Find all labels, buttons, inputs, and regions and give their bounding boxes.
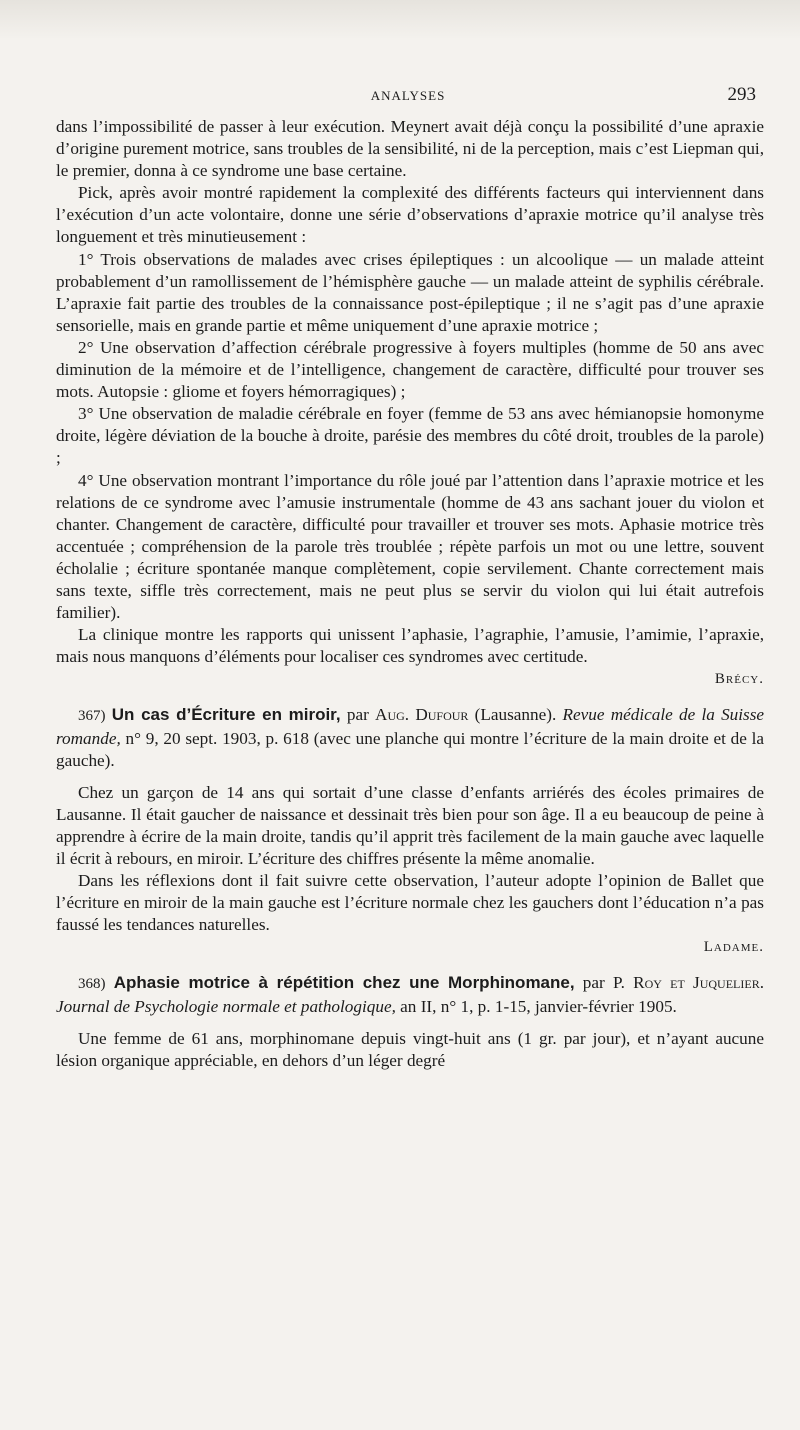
paragraph: 3° Une observation de maladie cérébrale en foyer (femme de 53 ans avec hémianopsie homonyme droite, légère déviation de la bouche à droite, parésie des membres du côté droit, troubles de la parole) ; <box>56 404 764 468</box>
entry-journal: Journal de Psychologie normale et pathologique, <box>56 996 396 1016</box>
signature: Brécy. <box>714 671 764 688</box>
article-body <box>56 116 764 1072</box>
entry-368-heading <box>56 972 764 1017</box>
signature: Ladame. <box>703 939 764 956</box>
page-header <box>56 84 760 106</box>
entry-details: an II, n° 1, p. 1-15, janvier-février 1905. <box>400 996 677 1016</box>
entry-title: Un cas d’Écriture en miroir, <box>111 705 341 725</box>
entry-367-heading <box>56 704 764 771</box>
paragraph: Chez un garçon de 14 ans qui sortait d’une classe d’enfants arriérés des écoles primaires de Lausanne. Il était gaucher de naissance et dessinait très bien pour son âge. Il a eu beaucoup de peine à apprendre à écrire de la main droite, tandis qu’il apprit très facilement de la main gauche avec laquelle il écrit à rebours, en miroir. L’écriture des chiffres présente la même anomalie. <box>56 782 764 868</box>
paragraph: 4° Une observation montrant l’importance du rôle joué par l’attention dans l’apraxie motrice et les relations de ce syndrome avec l’amusie instrumentale (homme de 43 ans sachant jouer du violon et chanter. Changement de caractère, difficulté pour travailler et trouver ses mots. Aphasie motrice très accentuée ; compréhension de la parole très troublée ; répète parfois un mot ou une lettre, souvent écholalie ; écriture spontanée manque complètement, copie servilement. Chante correctement mais sans texte, siffle très correctement, mais ne peut plus se servir du violon qui lui était autrefois familier). <box>56 470 764 623</box>
paragraph: 1° Trois observations de malades avec crises épileptiques : un alcoolique — un malade atteint probablement d’un ramollissement de l’hémisphère gauche — un malade atteint de syphilis cérébrale. L’apraxie fait partie des troubles de la connaissance post-épileptique ; il ne s’agit pas d’une apraxie sensorielle, mais en grande partie et même uniquement d’une apraxie motrice ; <box>56 249 764 335</box>
paragraph: dans l’impossibilité de passer à leur exécution. Meynert avait déjà conçu la possibilité d’une apraxie d’origine purement motrice, sans troubles de la sensibilité, ni de la perception, mais c’est Liepman qui, le premier, donna à ce syndrome une base certaine. <box>56 117 764 181</box>
paragraph: Pick, après avoir montré rapidement la complexité des différents facteurs qui interviennent dans l’exécution d’un acte volontaire, donne une série d’observations d’apraxie motrice qu’il analyse très longuement et très minutieusement : <box>56 183 764 247</box>
running-title: ANALYSES <box>370 88 446 103</box>
paragraph: Une femme de 61 ans, morphinomane depuis vingt-huit ans (1 gr. par jour), et n’ayant aucune lésion organique appréciable, en dehors d’un léger degré <box>56 1028 764 1070</box>
entry-author: Aug. Dufour <box>375 705 469 725</box>
entry-title: Aphasie motrice à répétition chez une Morphinomane, <box>113 973 575 993</box>
page-number: 293 <box>727 84 756 105</box>
entry-by: par <box>346 705 369 725</box>
entry-place: (Lausanne). <box>474 705 557 725</box>
scan-edge <box>0 0 800 40</box>
entry-number: 367) <box>78 708 106 725</box>
entry-number: 368) <box>78 976 106 993</box>
entry-by: par <box>582 973 605 993</box>
paragraph: Dans les réflexions dont il fait suivre cette observation, l’auteur adopte l’opinion de Ballet que l’écriture en miroir de la main gauche est l’écriture normale chez les gauchers dont l’éducation n’a pas faussé les tendances naturelles. <box>56 871 764 935</box>
paragraph: 2° Une observation d’affection cérébrale progressive à foyers multiples (homme de 50 ans avec diminution de la mémoire et de l’intelligence, changement de caractère, difficulté pour trouver ses mots. Autopsie : gliome et foyers hémorragiques) ; <box>56 337 764 402</box>
entry-journal: Revue médicale de la Suisse romande, <box>56 705 765 748</box>
entry-author: P. Roy et Juquelier. <box>612 973 764 993</box>
paragraph: La clinique montre les rapports qui unissent l’aphasie, l’agraphie, l’amusie, l’amimie, l’apraxie, mais nous manquons d’éléments pour localiser ces syndromes avec certitude. <box>56 625 764 667</box>
entry-details: n° 9, 20 sept. 1903, p. 618 (avec une planche qui montre l’écriture de la main droite et de la gauche). <box>56 728 764 770</box>
